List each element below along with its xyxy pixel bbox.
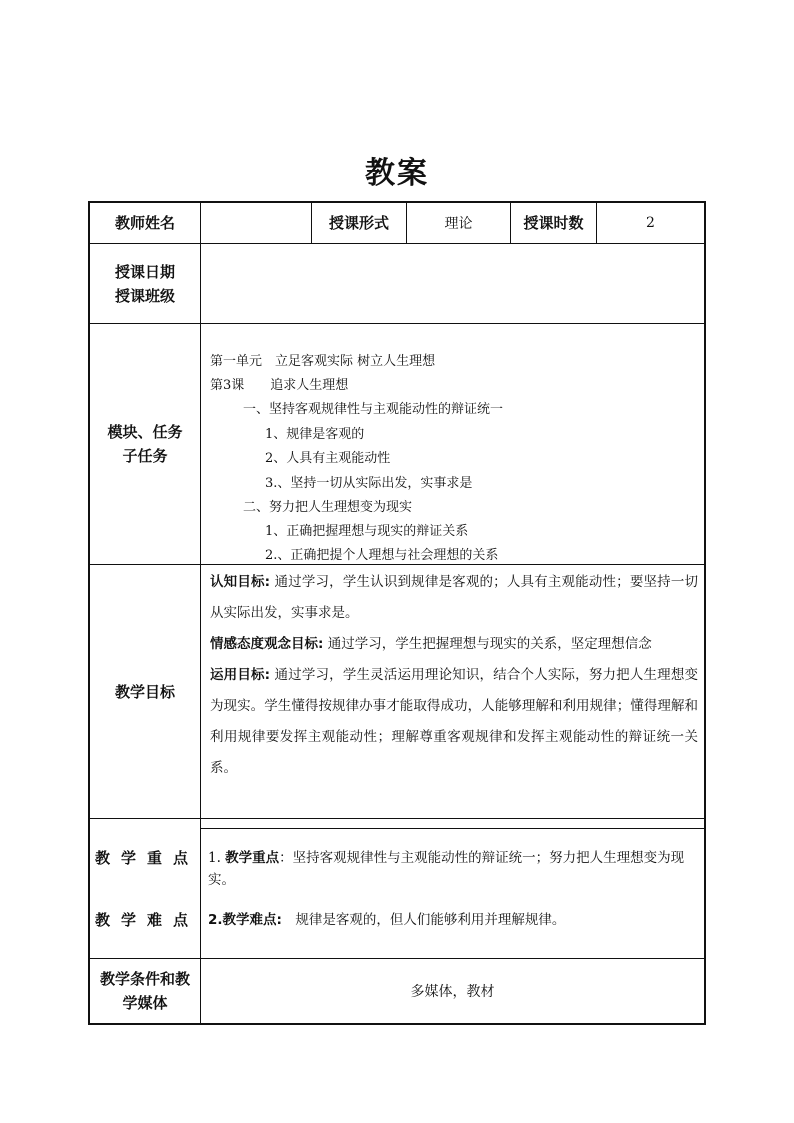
objectives-label: 教学目标 (114, 682, 175, 701)
difficulty-body: 规律是客观的，但人们能够利用并理解规律。 (281, 912, 566, 928)
module-line-item-1-2: 2、人具有主观能动性 (265, 451, 391, 466)
emotion-objective-label: 情感态度观念目标: (210, 636, 324, 652)
class-hours-value: 2 (646, 215, 655, 231)
class-label: 授课班级 (114, 286, 175, 305)
page-title: 教案 (365, 156, 429, 191)
key-point-label: 教学重点 (94, 849, 199, 867)
module-label-line2: 子任务 (122, 447, 168, 465)
date-label: 授课日期 (114, 262, 175, 281)
cognitive-objective-label: 认知目标: (210, 574, 271, 590)
apply-objective-text: 通过学习，学生灵活运用理论知识，结合个人实际，努力把人生理想变为现实。学生懂得按规律办事才能取得成功，人能够理解和利用规律；懂得理解和利用规律要发挥主观能动性；理解尊重客观规律和发挥主观能动性的辩证统一关系。 (210, 667, 698, 776)
apply-objective (210, 660, 698, 784)
apply-objective-label: 运用目标: (210, 667, 271, 683)
module-label-line1: 模块、任务 (107, 423, 183, 441)
module-line-item-2-1: 1、正确把握理想与现实的辩证关系 (265, 524, 469, 539)
cognitive-objective (210, 567, 698, 629)
emotion-objective (210, 629, 698, 660)
module-line-item-2-2: 2.、正确把提个人理想与社会理想的关系 (265, 548, 499, 563)
key-point-text (208, 847, 698, 891)
class-hours-label: 授课时数 (523, 214, 584, 232)
date-class-label (90, 244, 200, 323)
objectives-content (210, 567, 698, 784)
module-line-lesson: 第3课 追求人生理想 (210, 378, 349, 393)
date-class-value (201, 244, 704, 323)
difficulty-label: 教学难点 (94, 911, 199, 929)
difficulty-bold: 2.教学难点: (208, 912, 282, 928)
class-form-value: 理论 (444, 216, 473, 232)
cognitive-objective-text: 通过学习，学生认识到规律是客观的；人具有主观能动性；要坚持一切从实际出发，实事求是。 (210, 574, 698, 621)
media-label-line1: 教学条件和教 (99, 970, 190, 988)
difficulty-text (208, 909, 698, 931)
key-point-prefix: 1. (208, 850, 226, 866)
teacher-name-label: 教师姓名 (114, 214, 175, 232)
module-line-section-1: 一、坚持客观规律性与主观能动性的辩证统一 (243, 402, 504, 417)
module-line-section-2: 二、努力把人生理想变为现实 (243, 500, 413, 515)
module-label (90, 324, 200, 564)
class-form-label: 授课形式 (328, 214, 389, 232)
module-line-item-1-3: 3.、坚持一切从实际出发，实事求是 (265, 476, 473, 491)
key-point-bold: 教学重点 (225, 850, 280, 866)
emotion-objective-text: 通过学习，学生把握理想与现实的关系，坚定理想信念 (323, 636, 652, 652)
module-line-item-1-1: 1、规律是客观的 (265, 427, 365, 442)
media-label-line2: 学媒体 (122, 994, 168, 1012)
key-point-body: ：坚持客观规律性与主观能动性的辩证统一；努力把人生理想变为现实。 (208, 850, 685, 888)
module-line-unit: 第一单元 立足客观实际 树立人生理想 (210, 354, 436, 369)
media-value: 多媒体，教材 (410, 984, 495, 1000)
teacher-name-value (201, 203, 311, 243)
media-label (90, 959, 200, 1023)
